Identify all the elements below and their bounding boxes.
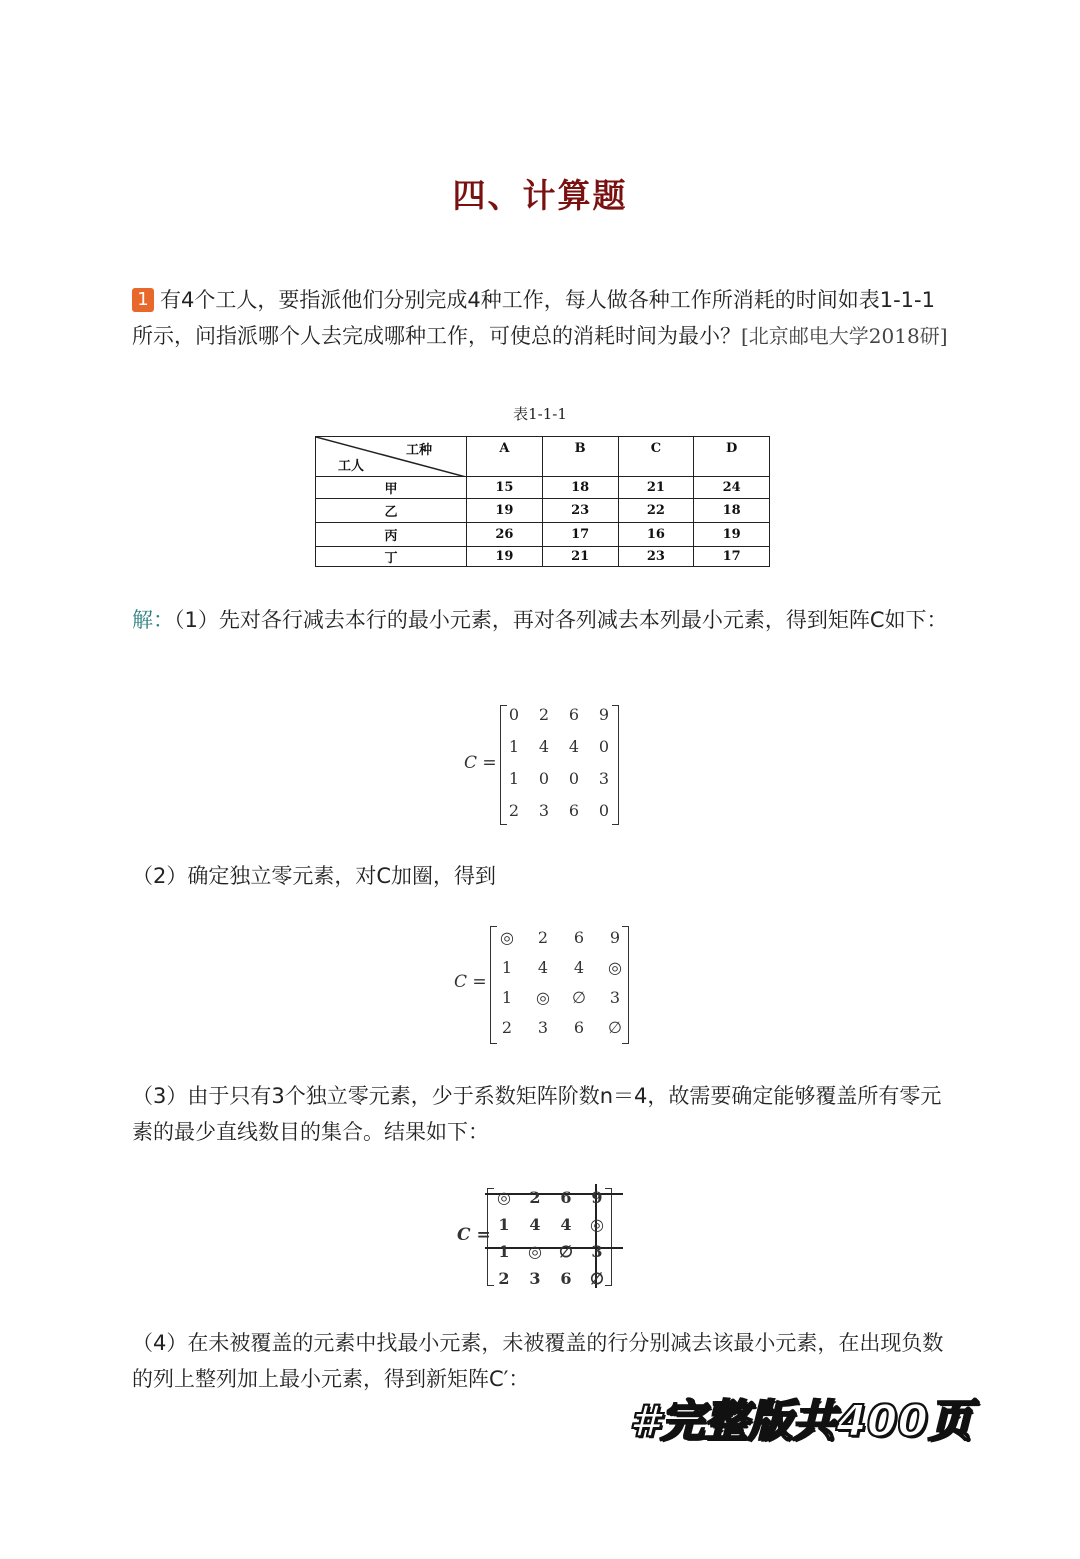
solution-step-2: （2）确定独立零元素，对C加圈，得到 [132,864,497,888]
matrix-cell: 1 [501,988,513,1007]
matrix-1 [460,703,630,828]
worker-cell: 甲 [316,477,467,499]
solution-step-4: （4）在未被覆盖的元素中找最小元素，未被覆盖的行分别减去该最小元素，在出现负数的列上整列加上最小元素，得到新矩阵C′： [132,1331,944,1391]
solution-label: 解： [132,608,174,632]
matrix-cell: 6 [560,1269,572,1288]
corner-top-label: 工种 [405,443,432,458]
worker-cell: 丙 [316,523,467,547]
matrix-label: C = [464,753,497,773]
matrix-cell: 9 [598,705,610,724]
step-1-text: （1）先对各行减去本行的最小元素，再对各列减去本列最小元素，得到矩阵C如下： [174,608,948,632]
time-cell: 19 [694,523,770,547]
matrix-3 [455,1180,635,1290]
matrix-cell: 3 [529,1269,541,1288]
table-row [316,523,770,547]
page-title: 四、计算题 [452,176,628,215]
matrix-cell: 6 [573,1018,585,1037]
matrix-cell: 4 [538,737,550,756]
matrix-cell: 3 [609,988,621,1007]
matrix-cell: ◎ [590,1215,604,1234]
matrix-cell: 2 [538,705,550,724]
time-cell: 26 [467,523,543,547]
matrix-cell: ∅ [590,1269,604,1288]
watermark-banner: #完整版共400页 [629,1396,972,1447]
column-header: C [618,437,694,477]
matrix-cell: 3 [537,1018,549,1037]
matrix-cell: 2 [537,928,549,947]
solution-step-1 [132,602,952,638]
time-cell: 18 [542,477,618,499]
matrix-label: C = [454,972,487,992]
matrix-cell: ∅ [559,1242,573,1261]
time-cell: 18 [694,499,770,523]
time-cell: 24 [694,477,770,499]
table-row [316,547,770,567]
table-row [316,477,770,499]
solution-step-3: （3）由于只有3个独立零元素，少于系数矩阵阶数n＝4，故需要确定能够覆盖所有零元素的最少直线数目的集合。结果如下： [132,1084,942,1144]
matrix-cell: ◎ [536,988,550,1007]
matrix-cell: 3 [598,769,610,788]
matrix-label: C = [457,1225,491,1245]
matrix-cell: 4 [537,958,549,977]
matrix-cell: 4 [560,1215,572,1234]
matrix-cell: 2 [508,801,520,820]
time-cell: 17 [542,523,618,547]
time-cell: 23 [542,499,618,523]
matrix-cell: 2 [498,1269,510,1288]
time-cell: 23 [618,547,694,567]
matrix-cell: 9 [591,1188,603,1207]
time-cell: 21 [542,547,618,567]
problem-text [132,282,952,354]
corner-bottom-label: 工人 [338,459,365,474]
problem-citation: [北京邮电大学2018研] [741,324,948,348]
matrix-cell: 9 [609,928,621,947]
matrix-cell: 1 [498,1242,510,1261]
column-header: A [467,437,543,477]
matrix-cell: ∅ [608,1018,622,1037]
column-header: B [542,437,618,477]
problem-statement: 有4个工人，要指派他们分别完成4种工作，每人做各种工作所消耗的时间如表1-1-1所示，问指派哪个人去完成哪种工作，可使总的消耗时间为最小？ [132,288,935,348]
matrix-cell: 6 [568,705,580,724]
column-header: D [694,437,770,477]
matrix-cell: 3 [591,1242,603,1261]
matrix-cell: 6 [560,1188,572,1207]
matrix-cell: 1 [508,737,520,756]
matrix-2 [452,922,642,1047]
matrix-cell: ◎ [500,928,514,947]
matrix-cell: 0 [508,705,520,724]
matrix-cell: 3 [538,801,550,820]
assignment-table [315,436,770,567]
matrix-cell: 0 [538,769,550,788]
matrix-cell: 2 [529,1188,541,1207]
time-cell: 16 [618,523,694,547]
worker-cell: 乙 [316,499,467,523]
time-cell: 19 [467,499,543,523]
time-cell: 15 [467,477,543,499]
time-cell: 22 [618,499,694,523]
time-cell: 17 [694,547,770,567]
matrix-cell: 1 [498,1215,510,1234]
matrix-cell: 4 [573,958,585,977]
worker-cell: 丁 [316,547,467,567]
matrix-cell: ∅ [572,988,586,1007]
table-corner-cell [316,437,467,477]
problem-number-badge: 1 [132,288,154,312]
table-caption: 表1-1-1 [513,405,567,423]
matrix-cell: 0 [598,737,610,756]
time-cell: 21 [618,477,694,499]
matrix-cell: 4 [529,1215,541,1234]
matrix-cell: 6 [568,801,580,820]
matrix-cell: 2 [501,1018,513,1037]
matrix-cell: 0 [598,801,610,820]
table-row [316,499,770,523]
matrix-cell: 4 [568,737,580,756]
time-cell: 19 [467,547,543,567]
matrix-cell: ◎ [608,958,622,977]
matrix-cell: ◎ [497,1188,511,1207]
matrix-cell: 0 [568,769,580,788]
matrix-cell: 1 [501,958,513,977]
matrix-cell: 1 [508,769,520,788]
matrix-cell: 6 [573,928,585,947]
matrix-cell: ◎ [528,1242,542,1261]
